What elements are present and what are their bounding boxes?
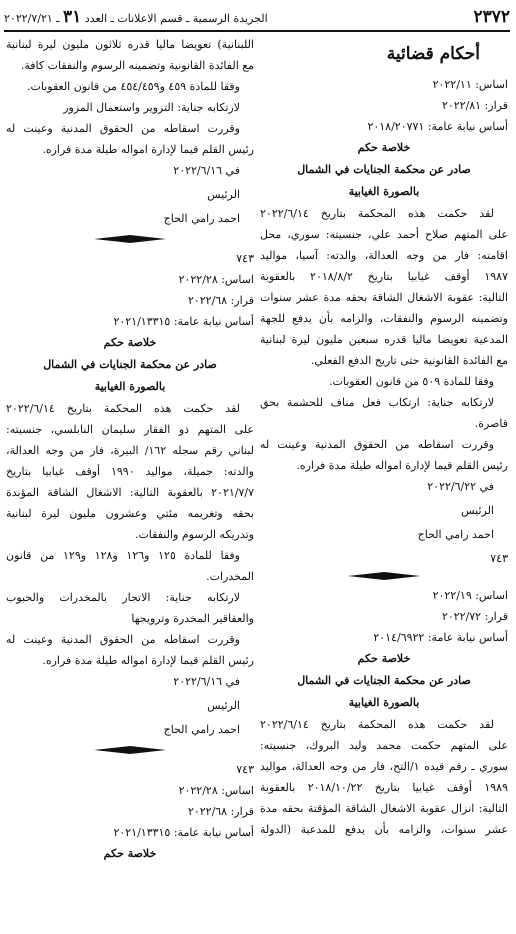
judgment-text-line: التالية: عقوبة الاشغال الشاقة بحقه مدة عشر سنوات [260,291,508,304]
header-publication [4,4,268,32]
section-divider [6,743,254,759]
signer-role: الرئيس [207,699,240,712]
decision-line: رئيس القلم قيما لإدارة امواله طيلة مدة فراره. [296,459,508,472]
signer-role: الرئيس [461,504,494,517]
page-header [4,4,510,32]
case-decision-number: قرار: ٢٠٢٢/٦٨ [187,805,254,818]
judge-name: احمد رامي الحاج [163,723,240,736]
judgment-text-line: المدعية تعويضا ماليا قدره سبعين مليون ليرة لبنانية [260,333,508,346]
crime-line: والعقاقير المخدرة وترويجها [131,612,254,625]
crime-line: لارتكابه جناية: الاتجار بالمخدرات والحبوب [6,591,240,604]
judgment-date: في ٢٠٢٢/٦/١٦ [173,164,240,177]
law-article: وفقا للمادة ٤٥٩ و٤٥٤/٤٥٩ من قانون العقوبات. [27,80,240,93]
case-prosecution-basis: أساس نيابة عامة: ٢٠٢١/١٣٣١٥ [113,315,254,328]
case-basis: اساس: ٢٠٢٢/٢٨ [178,784,254,797]
judgment-text-line: التالية: انزال عقوبة الاشغال الشاقة المؤقتة بحقه مدة [260,802,508,815]
case-prosecution-basis: أساس نيابة عامة: ٢٠١٨/٢٠٧٧١ [367,120,508,133]
judgment-text-line: سوري ـ رقم قيده ١/التح، فار من وجه العدالة، مواليد [260,760,508,773]
judgment-text-line: اللبنانية) تعويضا ماليا قدره ثلاثون مليون ليرة لبنانية [6,38,254,51]
issue-number: ٣١ [63,7,82,27]
judgment-text-line: والدته: جميلة، مواليد ١٩٩٠ أوقف غيابيا بتاريخ [6,465,254,478]
decision-line: رئيس القلم قيما لإدارة امواله طيلة مدة فراره. [42,654,254,667]
court-name: صادر عن محكمة الجنايات في الشمال [43,358,217,371]
publication-name: الجريدة الرسمية ـ قسم الاعلانات ـ العدد [84,12,268,25]
case-prosecution-basis: أساس نيابة عامة: ٢٠٢١/١٣٣١٥ [113,826,254,839]
decision-line: وقررت اسقاطه من الحقوق المدنية وعينت له [6,633,240,646]
judgment-text-line: مع الفائدة القانونية وتضمينه الرسوم والنفقات كافة. [20,59,254,72]
right-column [260,34,508,840]
case-reference-number: ٧٤٣ [236,763,254,776]
crime-line: قاصرة. [474,417,508,430]
decision-line: رئيس القلم قيما لإدارة امواله طيلة مدة فراره. [42,143,254,156]
section-divider [6,232,254,248]
judgment-type: بالصورة الغيابية [94,380,166,393]
section-title: أحكام قضائية [386,44,480,64]
law-article: وفقا للمادة ٥٠٩ من قانون العقوبات. [328,375,494,388]
case-basis: اساس: ٢٠٢٢/١١ [432,78,508,91]
law-article: وفقا للمادة ١٢٥ و١٢٦ و١٢٨ و١٢٩ من قانون [6,549,240,562]
summary-title: خلاصة حكم [357,141,411,154]
summary-title: خلاصة حكم [103,336,157,349]
summary-title: خلاصة حكم [357,652,411,665]
case-decision-number: قرار: ٢٠٢٢/٦٨ [187,294,254,307]
judgment-text-line: على المتهم حكمت محمد وليد البروك، جنسيته: [260,739,508,752]
decision-line: وقررت اسقاطه من الحقوق المدنية وعينت له [6,122,240,135]
judgment-type: بالصورة الغيابية [348,696,420,709]
case-basis: اساس: ٢٠٢٢/١٩ [432,589,508,602]
judgment-text-line: اقامته: فار من وجه العدالة، والدته: آسيا، مواليد [260,249,508,262]
judgment-text-line: ١٩٨٧ أوقف غيابيا بتاريخ ٢٠١٨/٨/٢ بالعقوبة [260,270,508,283]
judgment-text-line: ٢٠٢١/٧/٧ بالعقوبة التالية: الاشغال الشاقة المؤبدة [6,486,254,499]
judgment-date: في ٢٠٢٢/٦/٢٢ [427,480,494,493]
summary-title: خلاصة حكم [103,847,157,860]
case-decision-number: قرار: ٢٠٢٢/٧٢ [441,610,508,623]
judge-name: احمد رامي الحاج [417,528,494,541]
section-divider [260,569,508,585]
issue-date: ـ ٢٠٢٢/٧/٢١ [4,12,60,25]
judgment-text-line: لقد حكمت هذه المحكمة بتاريخ ٢٠٢٢/٦/١٤ [6,402,240,415]
case-reference-number: ٧٤٣ [236,252,254,265]
case-prosecution-basis: أساس نيابة عامة: ٢٠١٤/٦٩٢٢ [373,631,508,644]
left-column [6,34,254,865]
court-name: صادر عن محكمة الجنايات في الشمال [297,674,471,687]
crime-line: لارتكابه جناية: التزوير واستعمال المزور [63,101,240,114]
crime-line: لارتكابه جناية: ارتكاب فعل مناف للحشمة بحق [260,396,494,409]
law-article: المخدرات. [206,570,254,583]
judge-name: احمد رامي الحاج [163,212,240,225]
judgment-text-line: وتضمينه الرسوم والنفقات، والزامه بأن يدفع للجهة [260,312,508,325]
judgment-text-line: لقد حكمت هذه المحكمة بتاريخ ٢٠٢٢/٦/١٤ [260,718,494,731]
case-basis: اساس: ٢٠٢٢/٢٨ [178,273,254,286]
judgment-text-line: وتدريكه الرسوم والنفقات. [134,528,254,541]
judgment-text-line: لقد حكمت هذه المحكمة بتاريخ ٢٠٢٢/٦/١٤ [260,207,494,220]
judgment-text-line: لبناني رقم سجله ١٦٢/ البيرة، فار من وجه العدالة، [6,444,254,457]
case-decision-number: قرار: ٢٠٢٢/٨١ [441,99,508,112]
page-number: ٢٣٧٢ [473,7,510,27]
decision-line: وقررت اسقاطه من الحقوق المدنية وعينت له [260,438,494,451]
court-name: صادر عن محكمة الجنايات في الشمال [297,163,471,176]
signer-role: الرئيس [207,188,240,201]
case-reference-number: ٧٤٣ [490,552,508,565]
judgment-text-line: مع الفائدة القانونية حتى تاريخ الدفع الفعلي. [310,354,508,367]
judgment-text-line: عشر سنوات، والزامه بأن يدفع للمدعية (الدولة [260,823,508,836]
judgment-text-line: على المتهم ذو الفقار سليمان النابلسي، جنسيته: [6,423,254,436]
judgment-text-line: ١٩٨٩ أوقف غيابيا بتاريخ ٢٠١٨/١٠/٢٢ بالعقوبة [260,781,508,794]
judgment-text-line: بحقه وتغريمه مئتي وعشرون مليون ليرة لبنانية [6,507,254,520]
judgment-type: بالصورة الغيابية [348,185,420,198]
judgment-date: في ٢٠٢٢/٦/١٦ [173,675,240,688]
judgment-text-line: على المتهم صلاح أحمد علي، جنسيته: سوري، محل [260,228,508,241]
